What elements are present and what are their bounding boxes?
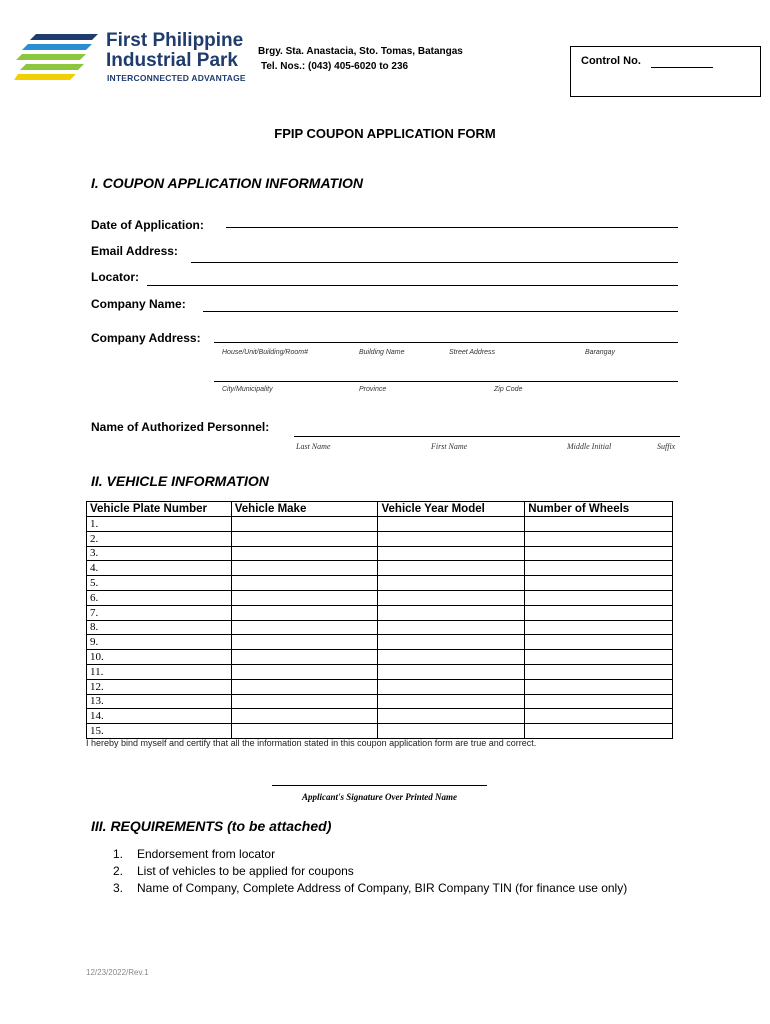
wheels-cell[interactable]	[525, 694, 673, 709]
company-name-field[interactable]	[203, 311, 678, 312]
address-hint-street: Street Address	[449, 349, 496, 356]
make-cell[interactable]	[231, 590, 378, 605]
personnel-field[interactable]	[294, 436, 680, 437]
signature-field[interactable]	[272, 785, 487, 786]
wheels-cell[interactable]	[525, 590, 673, 605]
address-hint-house: House/Unit/Building/Room#	[222, 349, 308, 356]
row-number-cell[interactable]: 8.	[87, 620, 232, 635]
table-row	[87, 694, 673, 709]
address-hint-province: Province	[359, 386, 387, 393]
requirements-list	[113, 846, 673, 914]
list-item: 1. Endorsement from locator	[113, 847, 276, 861]
personnel-hint-suffix: Suffix	[657, 442, 676, 451]
make-cell[interactable]	[231, 679, 378, 694]
wheels-cell[interactable]	[525, 664, 673, 679]
wheels-cell[interactable]	[525, 531, 673, 546]
make-cell[interactable]	[231, 694, 378, 709]
section2-heading: II. VEHICLE INFORMATION	[91, 473, 269, 489]
year-model-cell[interactable]	[378, 679, 525, 694]
make-cell[interactable]	[231, 561, 378, 576]
wheels-cell[interactable]	[525, 576, 673, 591]
revision-footer: 12/23/2022/Rev.1	[86, 968, 149, 977]
col-number-of-wheels: Number of Wheels	[525, 502, 673, 517]
row-number-cell[interactable]: 3.	[87, 546, 232, 561]
table-row	[87, 679, 673, 694]
logo-tagline: INTERCONNECTED ADVANTAGE	[107, 73, 246, 83]
control-number-field[interactable]	[651, 67, 713, 68]
table-row	[87, 724, 673, 739]
address-hint-city: City/Municipality	[222, 386, 273, 393]
year-model-cell[interactable]	[378, 650, 525, 665]
address-hint-barangay: Barangay	[585, 349, 615, 356]
date-label: Date of Application:	[91, 218, 204, 232]
wheels-cell[interactable]	[525, 546, 673, 561]
address-line1: Brgy. Sta. Anastacia, Sto. Tomas, Batangas	[258, 46, 463, 57]
make-cell[interactable]	[231, 635, 378, 650]
year-model-cell[interactable]	[378, 605, 525, 620]
list-item: 2. List of vehicles to be applied for coupons	[113, 864, 354, 878]
personnel-label: Name of Authorized Personnel:	[91, 420, 270, 434]
make-cell[interactable]	[231, 620, 378, 635]
personnel-hint-middle: Middle Initial	[567, 442, 612, 451]
vehicle-table	[86, 501, 673, 739]
personnel-hint-last: Last Name	[296, 442, 331, 451]
row-number-cell[interactable]: 11.	[87, 664, 232, 679]
row-number-cell[interactable]: 9.	[87, 635, 232, 650]
wheels-cell[interactable]	[525, 650, 673, 665]
form-title: FPIP COUPON APPLICATION FORM	[274, 126, 496, 141]
row-number-cell[interactable]: 1.	[87, 517, 232, 532]
table-row	[87, 590, 673, 605]
row-number-cell[interactable]: 5.	[87, 576, 232, 591]
table-row	[87, 561, 673, 576]
locator-label: Locator:	[91, 270, 139, 284]
col-vehicle-make: Vehicle Make	[231, 502, 378, 517]
address-hint-zip: Zip Code	[494, 386, 523, 393]
year-model-cell[interactable]	[378, 546, 525, 561]
date-field[interactable]	[226, 227, 678, 228]
year-model-cell[interactable]	[378, 561, 525, 576]
table-row	[87, 546, 673, 561]
company-address-field-line2[interactable]	[214, 381, 678, 382]
make-cell[interactable]	[231, 517, 378, 532]
make-cell[interactable]	[231, 724, 378, 739]
row-number-cell[interactable]: 6.	[87, 590, 232, 605]
wheels-cell[interactable]	[525, 605, 673, 620]
table-row	[87, 709, 673, 724]
year-model-cell[interactable]	[378, 709, 525, 724]
wheels-cell[interactable]	[525, 679, 673, 694]
row-number-cell[interactable]: 7.	[87, 605, 232, 620]
wheels-cell[interactable]	[525, 517, 673, 532]
address-hint-building: Building Name	[359, 349, 405, 356]
row-number-cell[interactable]: 13.	[87, 694, 232, 709]
year-model-cell[interactable]	[378, 620, 525, 635]
year-model-cell[interactable]	[378, 664, 525, 679]
logo-name-line2: Industrial Park	[106, 50, 238, 71]
row-number-cell[interactable]: 15.	[87, 724, 232, 739]
table-row	[87, 531, 673, 546]
email-field[interactable]	[191, 262, 678, 263]
make-cell[interactable]	[231, 576, 378, 591]
logo-stripes-icon	[14, 30, 100, 84]
control-number-label: Control No.	[581, 55, 641, 67]
wheels-cell[interactable]	[525, 709, 673, 724]
company-address-field-line1[interactable]	[214, 342, 678, 343]
table-row	[87, 664, 673, 679]
year-model-cell[interactable]	[378, 590, 525, 605]
make-cell[interactable]	[231, 531, 378, 546]
year-model-cell[interactable]	[378, 531, 525, 546]
make-cell[interactable]	[231, 650, 378, 665]
logo-name-line1: First Philippine	[106, 30, 244, 51]
section1-heading: I. COUPON APPLICATION INFORMATION	[91, 175, 363, 191]
personnel-hint-first: First Name	[431, 442, 468, 451]
company-name-label: Company Name:	[91, 297, 186, 311]
row-number-cell[interactable]: 12.	[87, 679, 232, 694]
year-model-cell[interactable]	[378, 694, 525, 709]
row-number-cell[interactable]: 2.	[87, 531, 232, 546]
list-item: 3. Name of Company, Complete Address of Company, BIR Company TIN (for finance use only)	[113, 881, 628, 895]
table-row	[87, 517, 673, 532]
table-row	[87, 635, 673, 650]
table-row	[87, 620, 673, 635]
make-cell[interactable]	[231, 546, 378, 561]
year-model-cell[interactable]	[378, 635, 525, 650]
make-cell[interactable]	[231, 709, 378, 724]
address-line2: Tel. Nos.: (043) 405-6020 to 236	[261, 61, 409, 72]
section3-heading: III. REQUIREMENTS (to be attached)	[91, 818, 332, 834]
row-number-cell[interactable]: 4.	[87, 561, 232, 576]
table-row	[87, 650, 673, 665]
vehicle-table-header	[87, 502, 673, 517]
wheels-cell[interactable]	[525, 635, 673, 650]
control-number-box	[570, 46, 761, 97]
row-number-cell[interactable]: 10.	[87, 650, 232, 665]
company-logo	[14, 30, 246, 86]
table-row	[87, 576, 673, 591]
email-label: Email Address:	[91, 244, 178, 258]
certification-statement: I hereby bind myself and certify that all the information stated in this coupon application form are true and correct.	[86, 738, 537, 748]
row-number-cell[interactable]: 14.	[87, 709, 232, 724]
company-address-label: Company Address:	[91, 331, 201, 345]
year-model-cell[interactable]	[378, 576, 525, 591]
make-cell[interactable]	[231, 664, 378, 679]
col-year-model: Vehicle Year Model	[378, 502, 525, 517]
year-model-cell[interactable]	[378, 517, 525, 532]
wheels-cell[interactable]	[525, 561, 673, 576]
make-cell[interactable]	[231, 605, 378, 620]
table-row	[87, 605, 673, 620]
year-model-cell[interactable]	[378, 724, 525, 739]
wheels-cell[interactable]	[525, 724, 673, 739]
wheels-cell[interactable]	[525, 620, 673, 635]
locator-field[interactable]	[147, 285, 678, 286]
col-plate-number: Vehicle Plate Number	[87, 502, 232, 517]
signature-label: Applicant's Signature Over Printed Name	[301, 792, 457, 802]
